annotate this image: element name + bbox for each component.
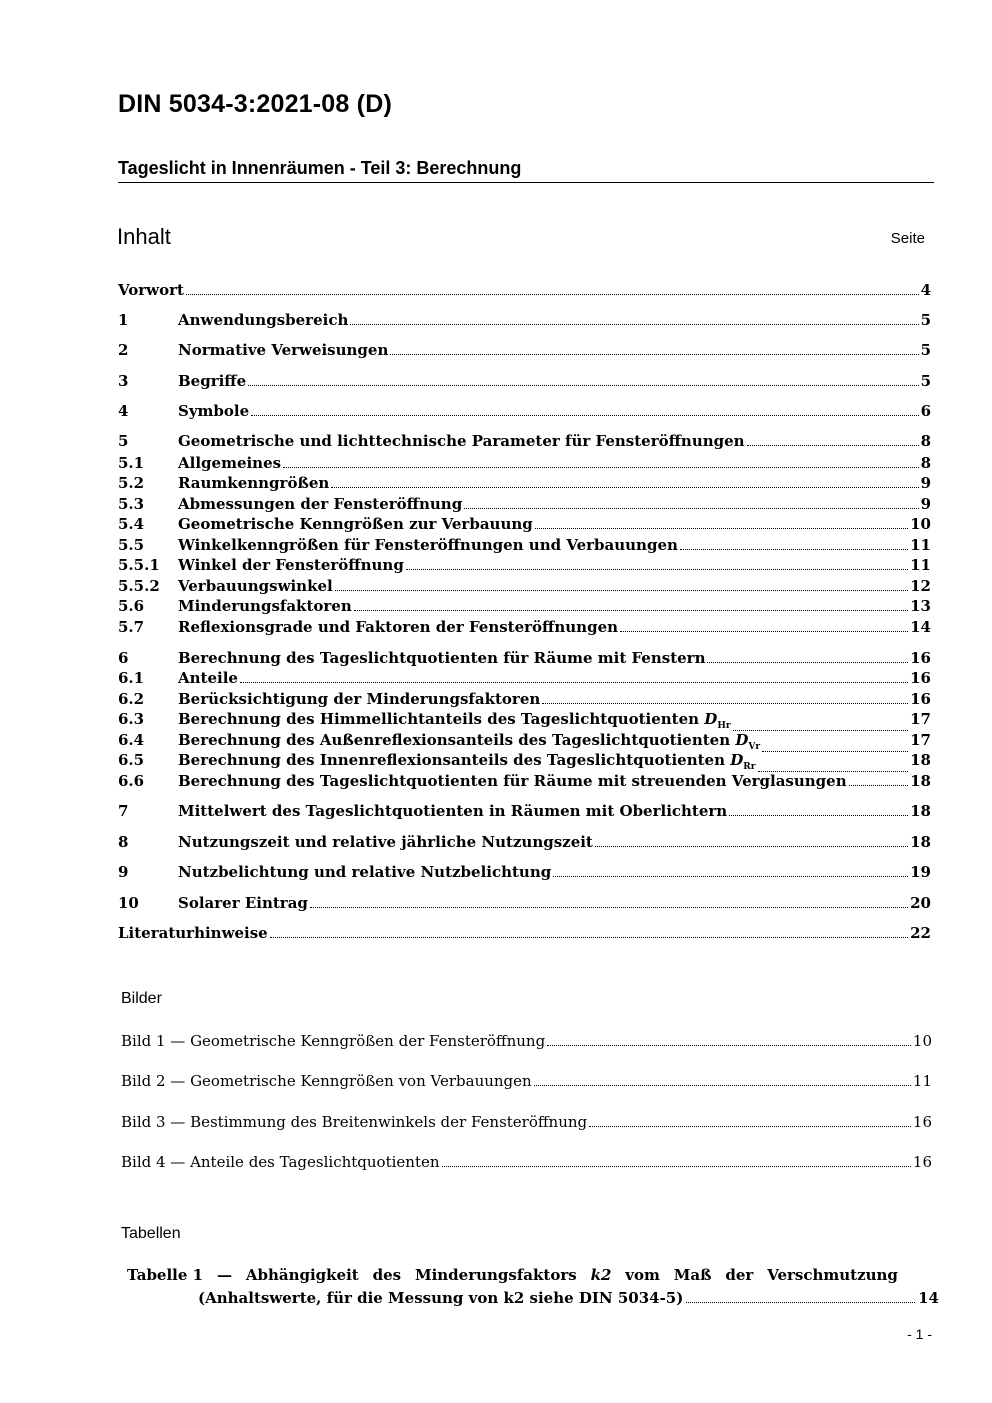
toc-entry[interactable] [118, 280, 931, 300]
toc-entry-number: 1 [118, 311, 129, 329]
toc-table-entry-line1[interactable] [127, 1265, 898, 1285]
toc-entry-number: 6 [118, 649, 129, 667]
toc-entry-number: 5.3 [118, 495, 145, 513]
toc-entry-page: 17 [910, 710, 931, 728]
toc-entry-page: 9 [920, 474, 931, 492]
toc-entry-title-text: Vorwort [118, 281, 184, 299]
dot-leader [251, 414, 918, 416]
toc-entry-page: 11 [910, 536, 931, 554]
toc-entry-title-text: Berechnung des Innenreflexionsanteils des Tageslichtquotienten [178, 751, 726, 769]
dot-leader [331, 486, 918, 488]
toc-entry-number: 5 [118, 432, 129, 450]
toc-entry-page: 18 [910, 772, 931, 790]
word: Abhängigkeit [245, 1266, 359, 1284]
figure-entry-title: Bild 4 — Anteile des Tageslichtquotienten [121, 1153, 440, 1171]
toc-entry[interactable] [118, 310, 931, 330]
toc-entry[interactable] [118, 494, 931, 514]
toc-entry-title [178, 596, 352, 616]
word: Verschmutzung [767, 1266, 898, 1284]
toc-entry-title [178, 340, 388, 360]
formula-symbol: D [735, 731, 749, 749]
figure-entry[interactable] [121, 1112, 932, 1132]
document-title: DIN 5034-3:2021-08 (D) [118, 90, 392, 118]
word: Maß [673, 1266, 712, 1284]
figure-entry-page: 10 [912, 1032, 932, 1050]
toc-entry-number: 4 [118, 402, 129, 420]
toc-entry[interactable] [118, 648, 931, 668]
dot-leader [686, 1301, 915, 1303]
dot-leader [620, 630, 908, 632]
page-number: - 1 - [907, 1326, 932, 1342]
toc-entry-number: 2 [118, 341, 129, 359]
toc-table-entry-line2[interactable] [198, 1288, 939, 1308]
toc-entry-title [118, 923, 268, 943]
toc-entry-title [178, 401, 249, 421]
toc-entry-title-text: Symbole [178, 402, 250, 420]
toc-entry[interactable] [118, 668, 931, 688]
toc-entry-title [178, 555, 404, 575]
toc-entry-title-text: Nutzbelichtung und relative Nutzbelichtung [178, 863, 552, 881]
dot-leader [589, 1125, 911, 1127]
dot-leader [270, 936, 908, 938]
toc-entry-number: 6.4 [118, 731, 145, 749]
toc-entry-title [178, 862, 551, 882]
toc-entry[interactable] [118, 371, 931, 391]
figure-entry-page: 16 [912, 1113, 932, 1131]
formula-subscript: Vr [748, 742, 761, 752]
toc-entry-number: 7 [118, 802, 129, 820]
dot-leader [442, 1165, 911, 1167]
toc-entry[interactable] [118, 473, 931, 493]
toc-entry[interactable] [118, 453, 931, 473]
figure-entry[interactable] [121, 1031, 932, 1051]
figure-entry[interactable] [121, 1152, 932, 1172]
toc-entry-number: 6.2 [118, 690, 145, 708]
toc-entry-title-text: Berechnung des Tageslichtquotienten für Räume mit Fenstern [178, 649, 706, 667]
toc-entry-title-text: Solarer Eintrag [178, 894, 308, 912]
toc-entry-title-text: Normative Verweisungen [178, 341, 389, 359]
figure-entry-title: Bild 1 — Geometrische Kenngrößen der Fensteröffnung [121, 1032, 546, 1050]
toc-entry-title [178, 617, 618, 637]
figure-entry-page: 16 [912, 1153, 932, 1171]
dot-leader [406, 568, 908, 570]
toc-entry-number: 5.5.1 [118, 556, 160, 574]
toc-entry-number: 6.5 [118, 751, 145, 769]
figure-entry[interactable] [121, 1071, 932, 1091]
toc-entry-number: 5.1 [118, 454, 145, 472]
toc-entry-page: 5 [920, 372, 931, 390]
toc-entry-number: 6.3 [118, 710, 145, 728]
word: Tabelle 1 [127, 1266, 204, 1284]
dot-leader [350, 323, 918, 325]
toc-entry-title-text: Winkel der Fensteröffnung [178, 556, 404, 574]
toc-entry-title-text: Minderungsfaktoren [178, 597, 352, 615]
dot-leader [283, 466, 918, 468]
figure-entry-page: 11 [912, 1072, 932, 1090]
toc-entry-page: 11 [910, 556, 931, 574]
dot-leader [680, 548, 908, 550]
toc-entry-page: 5 [920, 311, 931, 329]
toc-entry-title-text: Nutzungszeit und relative jährliche Nutzungszeit [178, 833, 593, 851]
toc-entry-title [178, 431, 745, 451]
toc-entry-title-text: Literaturhinweise [118, 924, 268, 942]
toc-entry[interactable] [118, 514, 931, 534]
toc-entry[interactable] [118, 596, 931, 616]
toc-entry-title [178, 371, 246, 391]
toc-entry-title-text: Raumkenngrößen [178, 474, 330, 492]
toc-entry-title [178, 535, 678, 555]
toc-entry-page: 16 [910, 649, 931, 667]
figure-entry-title: Bild 2 — Geometrische Kenngrößen von Verbauungen [121, 1072, 532, 1090]
toc-entry-page: 16 [910, 690, 931, 708]
document-subtitle: Tageslicht in Innenräumen - Teil 3: Berechnung [118, 158, 934, 183]
formula-subscript: Hr [717, 721, 731, 731]
toc-entry-title-text: Berücksichtigung der Minderungsfaktoren [178, 690, 541, 708]
toc-entry-number: 6.6 [118, 772, 145, 790]
word: Minderungsfaktors [414, 1266, 577, 1284]
toc-entry-title [178, 648, 705, 668]
dot-leader [553, 875, 908, 877]
toc-entry-number: 5.5 [118, 536, 145, 554]
toc-entry-title-text: Abmessungen der Fensteröffnung [178, 495, 463, 513]
toc-entry-number: 8 [118, 833, 129, 851]
table-entry-subtitle: (Anhaltswerte, für die Messung von k2 siehe DIN 5034-5) [198, 1289, 684, 1307]
toc-entry-title [178, 576, 333, 596]
dot-leader [747, 444, 919, 446]
toc-entry-number: 9 [118, 863, 129, 881]
toc-entry[interactable] [118, 801, 931, 821]
toc-entry-page: 20 [910, 894, 931, 912]
dot-leader [390, 353, 918, 355]
figures-heading: Bilder [121, 990, 162, 1007]
toc-entry-number: 10 [118, 894, 139, 912]
dot-leader [535, 527, 908, 529]
toc-entry[interactable] [118, 401, 931, 421]
dot-leader [464, 507, 918, 509]
toc-heading: Inhalt [117, 224, 171, 249]
toc-entry[interactable] [118, 771, 931, 791]
toc-entry-number: 5.6 [118, 597, 145, 615]
dot-leader [707, 661, 908, 663]
toc-entry-title [178, 453, 281, 473]
toc-entry-page: 16 [910, 669, 931, 687]
word: des [372, 1266, 402, 1284]
toc-entry-title-text: Reflexionsgrade und Faktoren der Fensteröffnungen [178, 618, 619, 636]
word: der [725, 1266, 754, 1284]
figure-entry-title: Bild 3 — Bestimmung des Breitenwinkels der Fensteröffnung [121, 1113, 588, 1131]
dot-leader [310, 906, 908, 908]
toc-page-label: Seite [890, 230, 925, 247]
toc-entry-page: 22 [910, 924, 931, 942]
dot-leader [335, 589, 908, 591]
toc-entry-title [178, 893, 308, 913]
toc-entry-page: 10 [910, 515, 931, 533]
toc-entry-number: 5.7 [118, 618, 145, 636]
toc-entry-title-text: Winkelkenngrößen für Fensteröffnungen und Verbauungen [178, 536, 678, 554]
toc-entry-title-text: Berechnung des Himmellichtanteils des Tageslichtquotienten [178, 710, 700, 728]
toc-entry-title-text: Geometrische und lichttechnische Parameter für Fensteröffnungen [178, 432, 745, 450]
toc-entry-page: 17 [910, 731, 931, 749]
toc-entry-page: 4 [920, 281, 931, 299]
formula-subscript: Rr [743, 762, 756, 772]
toc-entry[interactable] [118, 576, 931, 596]
toc-entry-page: 5 [920, 341, 931, 359]
toc-entry[interactable] [118, 617, 931, 637]
dot-leader [849, 784, 909, 786]
toc-entry-page: 18 [910, 833, 931, 851]
toc-entry-number: 6.1 [118, 669, 145, 687]
dot-leader [547, 1044, 911, 1046]
toc-entry-page: 9 [920, 495, 931, 513]
dot-leader [534, 1084, 911, 1086]
toc-entry-title-text: Begriffe [178, 372, 247, 390]
toc-entry[interactable] [118, 689, 931, 709]
symbol-k2: k2 [590, 1266, 612, 1284]
toc-entry-page: 14 [910, 618, 931, 636]
toc-entry-number: 5.4 [118, 515, 145, 533]
toc-entry[interactable] [118, 431, 931, 451]
toc-entry[interactable] [118, 862, 931, 882]
toc-entry[interactable] [118, 923, 931, 943]
toc-entry[interactable] [118, 555, 931, 575]
toc-entry[interactable] [118, 832, 931, 852]
toc-entry-title [118, 280, 184, 300]
toc-entry-title-text: Berechnung des Tageslichtquotienten für Räume mit streuenden Verglasungen [178, 772, 847, 790]
toc-entry-page: 8 [920, 454, 931, 472]
formula-symbol: D [704, 710, 718, 728]
formula-symbol: D [730, 751, 744, 769]
toc-entry[interactable] [118, 340, 931, 360]
toc-entry[interactable] [118, 535, 931, 555]
toc-entry-number: 5.5.2 [118, 577, 160, 595]
toc-entry-title-text: Mittelwert des Tageslichtquotienten in Räumen mit Oberlichtern [178, 802, 728, 820]
toc-entry-title [178, 689, 540, 709]
toc-entry-title-text: Berechnung des Außenreflexionsanteils des Tageslichtquotienten [178, 731, 731, 749]
toc-entry-title-text: Allgemeines [178, 454, 282, 472]
toc-entry-title-text: Anteile [178, 669, 238, 687]
toc-entry-page: 6 [920, 402, 931, 420]
toc-entry[interactable] [118, 893, 931, 913]
toc-entry-page: 13 [910, 597, 931, 615]
toc-entry-title [178, 801, 727, 821]
toc-entry-title-text: Verbauungswinkel [178, 577, 333, 595]
dot-leader [542, 702, 908, 704]
toc-entry-title [178, 310, 348, 330]
toc-entry-page: 19 [910, 863, 931, 881]
toc-entry-title [178, 473, 329, 493]
toc-entry-number: 3 [118, 372, 129, 390]
dot-leader [729, 814, 908, 816]
toc-entry-page: 18 [910, 802, 931, 820]
toc-entry-title [178, 771, 847, 791]
toc-entry-title [178, 494, 462, 514]
toc-entry-page: 8 [920, 432, 931, 450]
dot-leader [354, 609, 908, 611]
dot-leader [248, 384, 918, 386]
word: vom [625, 1266, 660, 1284]
toc-entry-title [178, 514, 533, 534]
toc-entry-title-text: Anwendungsbereich [178, 311, 349, 329]
dot-leader [595, 845, 908, 847]
toc-entry-title-text: Geometrische Kenngrößen zur Verbauung [178, 515, 533, 533]
dot-leader [186, 293, 919, 295]
toc-entry-number: 5.2 [118, 474, 145, 492]
table-entry-page: 14 [918, 1289, 939, 1307]
toc-entry-title [178, 832, 593, 852]
toc-entry-title [178, 668, 238, 688]
word: — [216, 1266, 232, 1284]
tables-heading: Tabellen [121, 1225, 181, 1242]
toc-entry-page: 18 [910, 751, 931, 769]
toc-entry-page: 12 [910, 577, 931, 595]
dot-leader [240, 681, 908, 683]
